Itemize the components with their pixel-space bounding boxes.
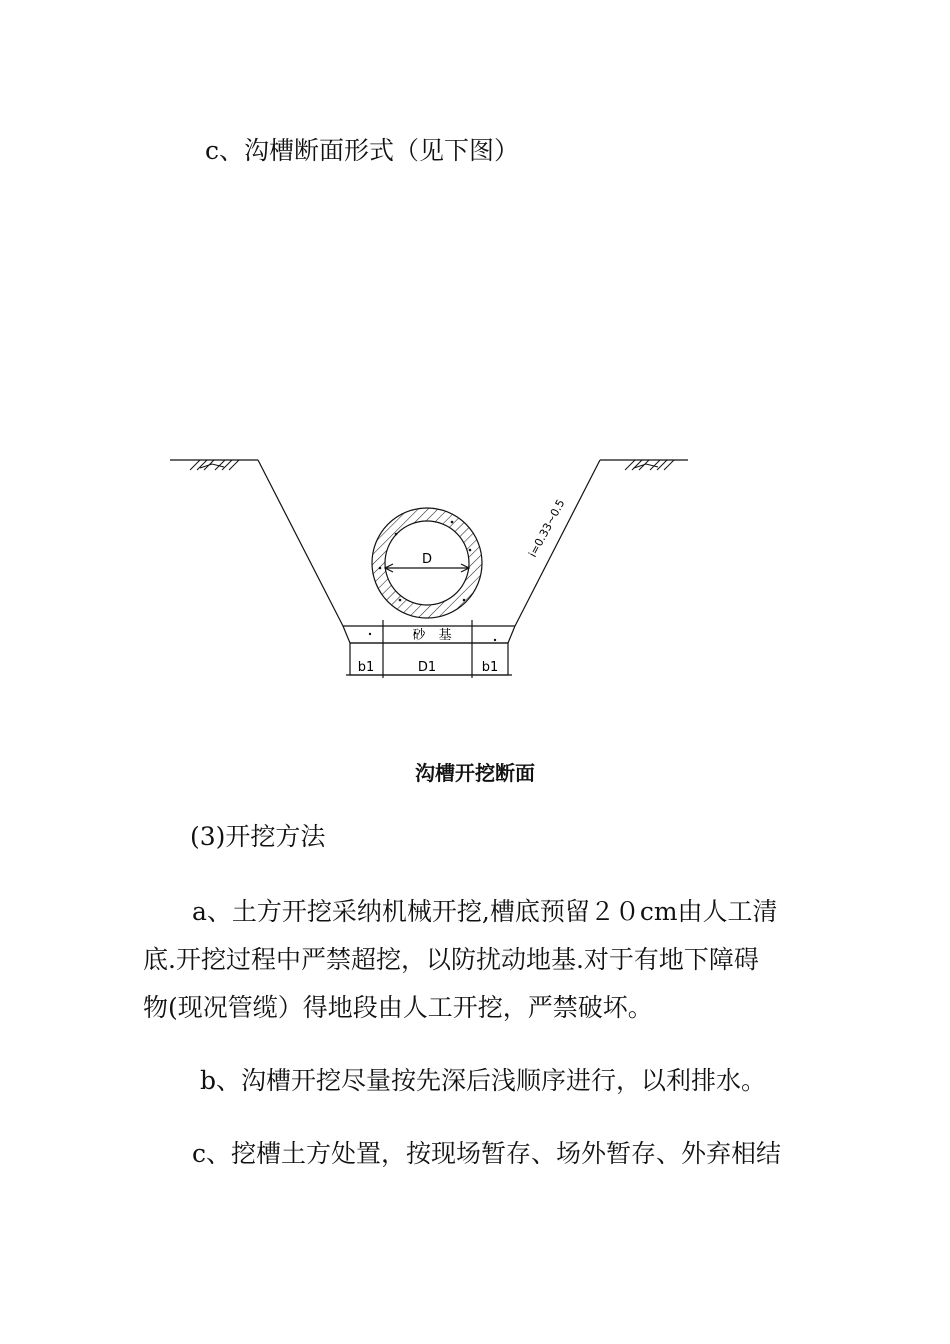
- para-a-line-2: 底.开挖过程中严禁超挖，以防扰动地基.对于有地下障碍: [143, 945, 759, 974]
- trench-slope-left: [258, 460, 343, 626]
- para-a-line-1: a、土方开挖采纳机械开挖,槽底预留２０cm由人工清: [192, 897, 778, 926]
- para-c: c、挖槽土方处置，按现场暂存、场外暂存、外弃相结: [192, 1139, 782, 1168]
- b1-right-label: b1: [481, 660, 499, 675]
- b1-left-label: b1: [357, 660, 375, 675]
- soil-hatch-right: [625, 460, 674, 470]
- soil-hatch-left: [190, 460, 239, 470]
- para-a-line-3: 物(现况管缆）得地段由人工开挖，严禁破坏。: [143, 993, 653, 1022]
- trench-slope-right: [515, 460, 600, 626]
- para-b: b、沟槽开挖尽量按先深后浅顺序进行，以利排水。: [200, 1066, 767, 1095]
- trench-section-diagram: [160, 450, 700, 690]
- d1-label: D1: [417, 660, 437, 675]
- method-heading: (3)开挖方法: [190, 822, 326, 851]
- figure-caption: 沟槽开挖断面: [415, 761, 535, 785]
- pipe-diameter-label: D: [421, 552, 433, 567]
- section-c-heading: c、沟槽断面形式（见下图）: [205, 136, 520, 165]
- sand-base-label: 砂 基: [412, 628, 452, 643]
- slope-label: i=0.33~0.5: [526, 497, 568, 560]
